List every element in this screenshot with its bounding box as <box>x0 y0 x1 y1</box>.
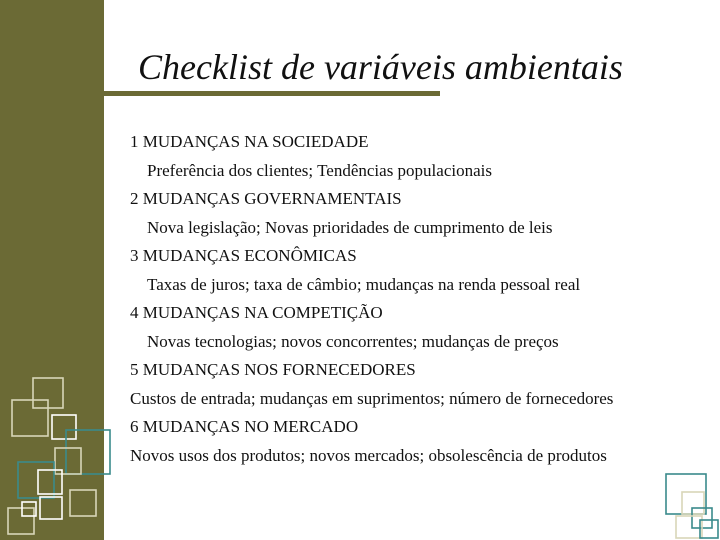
page-title: Checklist de variáveis ambientais <box>138 47 623 87</box>
title-underline <box>104 91 440 96</box>
sidebar-panel <box>0 0 104 540</box>
checklist-line: 6 MUDANÇAS NO MERCADO <box>130 417 359 436</box>
checklist-line: Novos usos dos produtos; novos mercados; obsolescência de produtos <box>130 445 607 465</box>
checklist-line: 2 MUDANÇAS GOVERNAMENTAIS <box>130 189 402 208</box>
checklist-line: Custos de entrada; mudanças em suprimentos; número de fornecedores <box>130 388 614 408</box>
checklist-detail-line: Novas tecnologias; novos concorrentes; mudanças de preços <box>147 331 559 351</box>
checklist-line: 3 MUDANÇAS ECONÔMICAS <box>130 246 357 265</box>
deco-square <box>12 400 48 436</box>
deco-square <box>52 415 76 439</box>
checklist-body <box>130 128 710 470</box>
deco-square <box>40 497 62 519</box>
checklist-detail-line: Preferência dos clientes; Tendências populacionais <box>147 160 492 180</box>
deco-square <box>66 430 110 474</box>
deco-square <box>70 490 96 516</box>
checklist-line: 5 MUDANÇAS NOS FORNECEDORES <box>130 360 416 379</box>
decorative-squares <box>0 0 140 540</box>
checklist-detail-line: Taxas de juros; taxa de câmbio; mudanças na renda pessoal real <box>147 274 581 294</box>
checklist-line: 4 MUDANÇAS NA COMPETIÇÃO <box>130 303 383 322</box>
deco-square <box>8 508 34 534</box>
checklist-line: 1 MUDANÇAS NA SOCIEDADE <box>130 132 369 151</box>
deco-square <box>18 462 54 498</box>
checklist-detail-line: Nova legislação; Novas prioridades de cumprimento de leis <box>147 217 553 237</box>
